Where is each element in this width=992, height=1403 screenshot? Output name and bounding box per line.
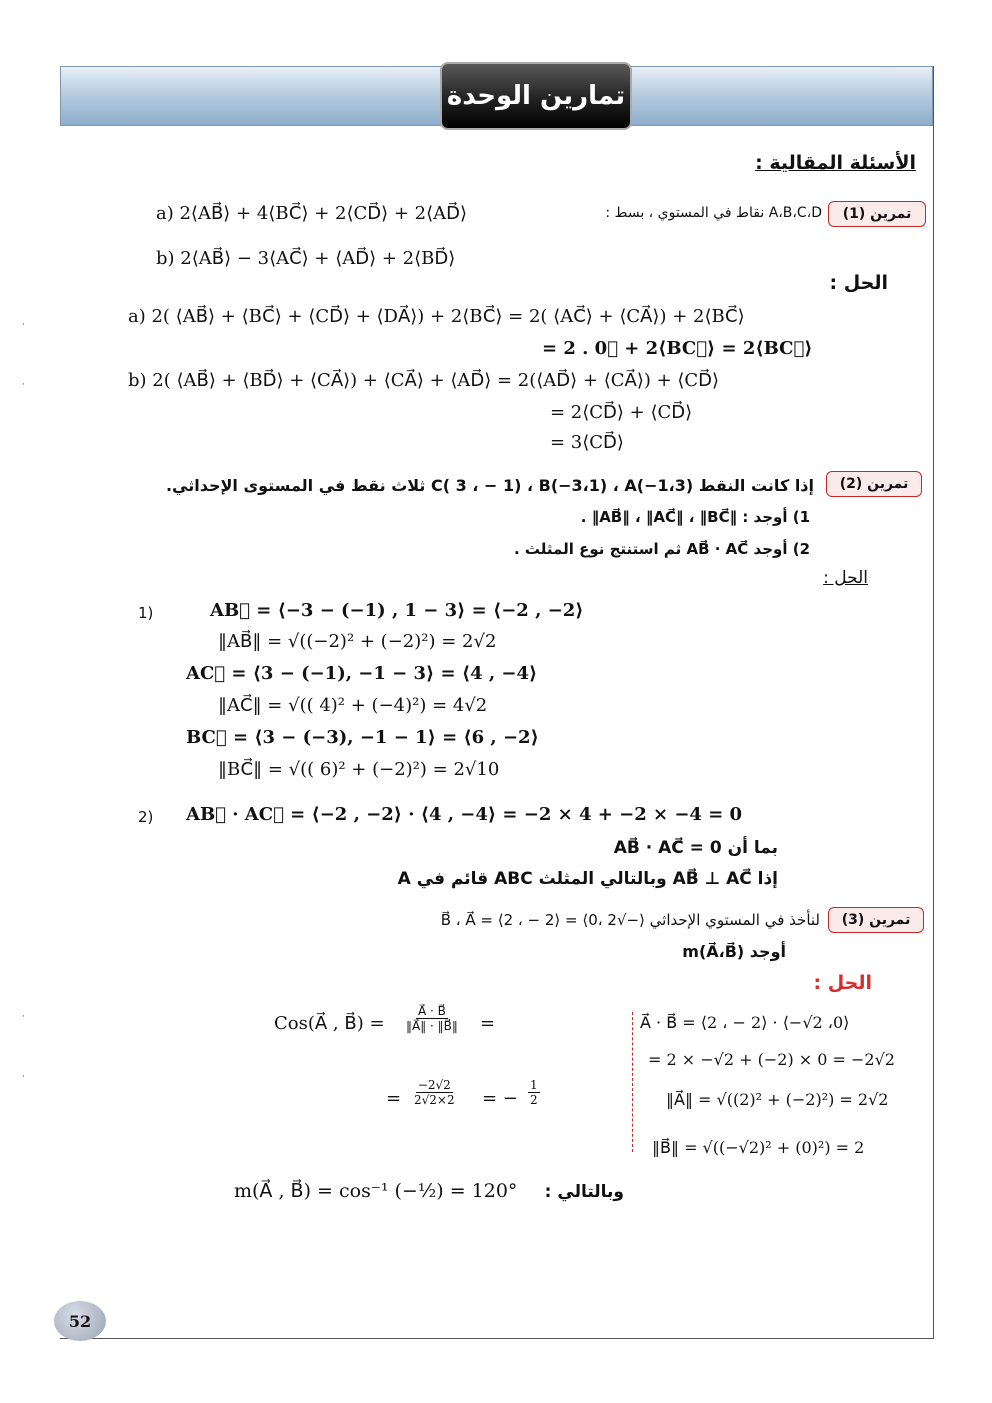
exercise-1-sol-b-line2: = 2⟨CD⃗⟩ + ⟨CD⃗⟩ xyxy=(550,402,693,423)
half-fraction xyxy=(528,1078,540,1107)
half-numerator: 1 xyxy=(530,1078,538,1092)
right-triangle-conclusion: إذا AB⃗ ⊥ AC⃗ وبالتالي المثلث ABC قائم في A xyxy=(397,869,778,889)
cos-value-result: = − xyxy=(482,1088,518,1109)
exercise-1-sol-b-line1: b) 2( ⟨AB⃗⟩ + ⟨BD⃗⟩ + ⟨CA⃗⟩) + ⟨CA⃗⟩ + ⟨AD⃗⟩ = 2(⟨AD⃗⟩ + ⟨CA⃗⟩) + ⟨CD⃗⟩ xyxy=(128,370,720,391)
bc-norm-line: ‖BC⃗‖ = √(( 6)² + (−2)²) = 2√10 xyxy=(218,759,500,780)
exercise-3-solution-label: الحل : xyxy=(813,972,872,994)
cos-fraction-denominator: ‖A⃗‖ · ‖B⃗‖ xyxy=(406,1019,458,1033)
exercise-2-step-2: 2) xyxy=(138,808,154,826)
exercise-2-solution-label: الحل : xyxy=(823,568,868,588)
a-dot-b-line: A⃗ · B⃗ = ⟨2 ، − 2⟩ · ⟨−√2 ،0⟩ xyxy=(640,1013,850,1032)
exercise-2-badge: تمرين (2) xyxy=(826,471,922,497)
exercise-3-badge: تمرين (3) xyxy=(828,907,924,933)
a-norm-line: ‖A⃗‖ = √((2)² + (−2)²) = 2√2 xyxy=(666,1090,889,1109)
scan-speck: · xyxy=(22,1072,25,1082)
exercise-3-find-angle: أوجد m(A⃗،B⃗) xyxy=(682,942,786,961)
cos-fraction-numerator: A⃗ · B⃗ xyxy=(418,1004,446,1018)
exercise-1-part-b: b) 2⟨AB⃗⟩ − 3⟨AC⃗⟩ + ⟨AD⃗⟩ + 2⟨BD⃗⟩ xyxy=(156,248,456,269)
scan-speck: · xyxy=(22,320,25,330)
final-label: وبالتالي : xyxy=(544,1182,624,1202)
exercise-2-prompt: إذا كانت النقط C( 3 ، − 1) ، B(−3،1) ، A(−1،3) ثلاث نقط في المستوى الإحداثي. xyxy=(165,476,814,495)
cos-fraction xyxy=(406,1004,458,1033)
section-title: الأسئلة المقالية : xyxy=(755,152,916,174)
exercise-1-solution-label: الحل : xyxy=(829,272,888,294)
exercise-2-question-1: 1) أوجد : ‖AB⃗‖ ، ‖AC⃗‖ ، ‖BC⃗‖ . xyxy=(580,508,810,526)
cos-value-denominator: 2√2×2 xyxy=(414,1093,455,1107)
exercise-1-badge: تمرين (1) xyxy=(828,201,926,227)
b-norm-line: ‖B⃗‖ = √((−√2)² + (0)²) = 2 xyxy=(652,1138,865,1157)
scan-speck: · xyxy=(22,1012,25,1022)
dot-product-line: AB⃗ · AC⃗ = ⟨−2 , −2⟩ · ⟨4 , −4⟩ = −2 × 4 + −2 × −4 = 0 xyxy=(186,804,743,825)
exercise-1-sol-b-line3: = 3⟨CD⃗⟩ xyxy=(550,432,624,453)
ab-vector-line: AB⃗ = ⟨−3 − (−1) , 1 − 3⟩ = ⟨−2 , −2⟩ xyxy=(210,600,584,621)
cos-formula-equals: = xyxy=(480,1013,496,1034)
exercise-1-part-a: a) 2⟨AB⃗⟩ + 4⟨BC⃗⟩ + 2⟨CD⃗⟩ + 2⟨AD⃗⟩ xyxy=(156,203,468,224)
scan-speck: · xyxy=(22,380,25,390)
exercise-1-prompt: A،B،C،D نقاط في المستوي ، بسط : xyxy=(605,205,822,221)
exercise-2-step-1: 1) xyxy=(138,604,154,622)
page-number: 52 xyxy=(54,1301,106,1341)
half-denominator: 2 xyxy=(530,1093,538,1107)
cos-formula-lhs: Cos(A⃗ , B⃗) = xyxy=(274,1013,385,1034)
exercise-1-sol-a-line1: a) 2( ⟨AB⃗⟩ + ⟨BC⃗⟩ + ⟨CD⃗⟩ + ⟨DA⃗⟩) + 2⟨BC⃗⟩ = 2( ⟨AC⃗⟩ + ⟨CA⃗⟩) + 2⟨BC⃗⟩ xyxy=(128,306,745,327)
bc-vector-line: BC⃗ = ⟨3 − (−3), −1 − 1⟩ = ⟨6 , −2⟩ xyxy=(186,727,539,748)
final-angle-result: m(A⃗ , B⃗) = cos⁻¹ (−½) = 120° xyxy=(234,1180,518,1202)
cos-value-prefix: = xyxy=(386,1088,402,1109)
ac-vector-line: AC⃗ = ⟨3 − (−1), −1 − 3⟩ = ⟨4 , −4⟩ xyxy=(186,663,538,684)
ac-norm-line: ‖AC⃗‖ = √(( 4)² + (−4)²) = 4√2 xyxy=(218,695,488,716)
exercise-1-sol-a-line2: = 2 . 0⃗ + 2⟨BC⃗⟩ = 2⟨BC⃗⟩ xyxy=(542,338,813,359)
ab-norm-line: ‖AB⃗‖ = √((−2)² + (−2)²) = 2√2 xyxy=(218,631,497,652)
exercise-2-question-2: 2) أوجد AB⃗ · AC⃗ ثم استنتج نوع المثلث . xyxy=(513,540,810,558)
dashed-divider xyxy=(632,1012,633,1152)
unit-exercises-title: تمارين الوحدة xyxy=(440,62,632,130)
cos-value-numerator: −2√2 xyxy=(417,1078,451,1092)
cos-value-fraction xyxy=(414,1078,455,1107)
exercise-3-prompt: لنأخذ في المستوي الإحداثي ⟨−√2 ،0⟩ = B⃗ ، A⃗ = ⟨2 ، − 2⟩ xyxy=(440,911,820,929)
a-dot-b-value-line: = 2 × −√2 + (−2) × 0 = −2√2 xyxy=(648,1050,895,1069)
since-dot-zero-line: بما أن AB⃗ · AC⃗ = 0 xyxy=(613,838,778,858)
